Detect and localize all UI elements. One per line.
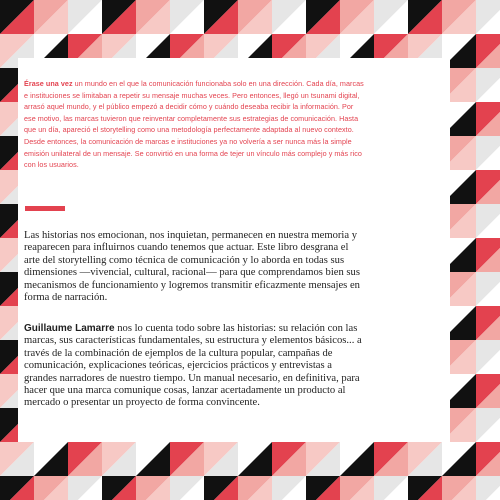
body-paragraph-2 <box>24 323 364 410</box>
red-divider <box>25 206 65 211</box>
body-paragraph-2-text: nos lo cuenta todo sobre las historias: su relación con las marcas, sus características fundamentales, su estructura y elementos básicos... a través de la combinación de ejemplos de la cultura popular, campañas de comunicación, explicaciones teóricas, ejercicios prácticos y entrevistas a grandes narradores de nuestro tiempo. Un manual necesario, en definitiva, para hacer que una marca comunique cosas, lanzar acertadamente un producto al mercado o presentar un proyecto de forma convincente. <box>24 323 362 409</box>
author-name: Guillaume Lamarre <box>24 323 115 334</box>
intro-paragraph <box>24 78 364 171</box>
body-paragraph-1: Las historias nos emocionan, nos inquietan, permanecen en nuestra memoria y reaparecen para influirnos cuando tenemos que actuar. Este libro desgrana el arte del storytelling como técnica de comunicación y lo aborda en todas sus dimensiones —vivencial, cultural, racional— para que comprendamos bien sus mecanismos de funcionamiento y logremos transmitir eficazmente mensajes en forma de narración. <box>24 230 360 304</box>
intro-text: un mundo en el que la comunicación funcionaba solo en una dirección. Cada día, marcas e instituciones se limitaban a repetir su mensaje muchas veces. Pero entonces, llegó un tsunami digital, arrasó aquel mundo, y el público empezó a decidir cómo y cuándo deseaba recibir la información. Por ese motivo, las marcas tuvieron que reinventar completamente sus estrategias de comunicación. Hasta que un día, apareció el storytelling como una metodología perfectamente adaptada al nuevo contexto. Desde entonces, la comunicación de marcas e instituciones ya no volvería a ser nunca más la simple emisión unilateral de un mensaje. Se convirtió en una forma de tejer un vínculo más complejo y más rico con los usuarios. <box>24 79 364 170</box>
intro-lead: Érase una vez <box>24 79 73 88</box>
